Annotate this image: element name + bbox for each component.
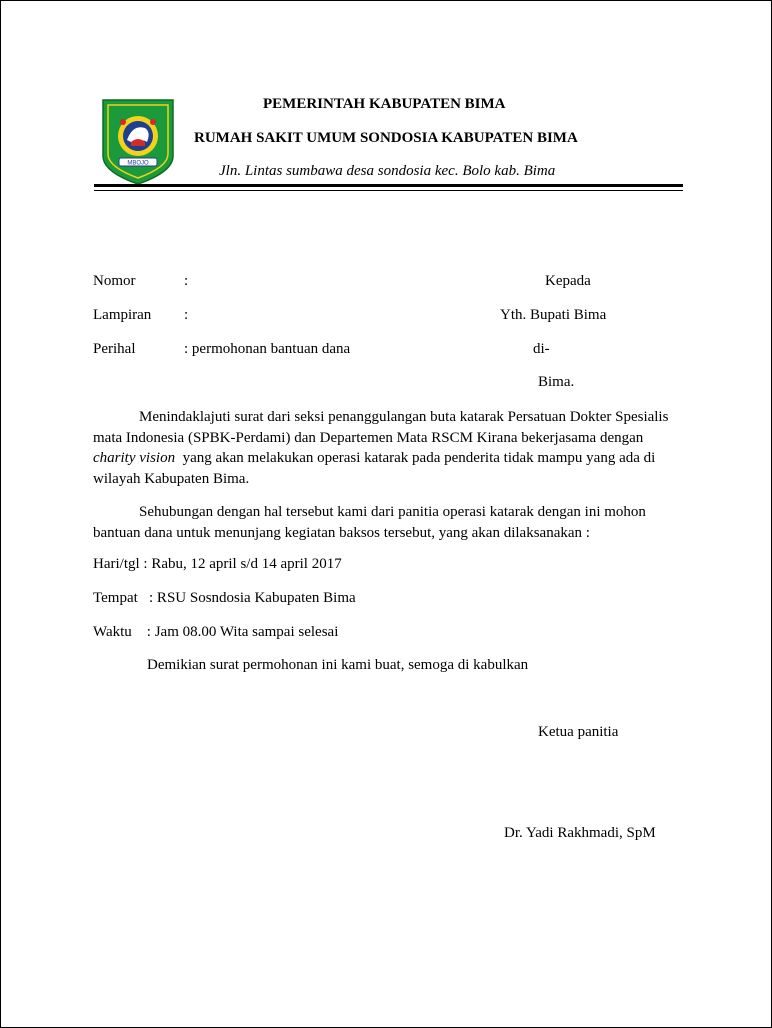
recipient-di: di-	[533, 341, 550, 357]
letterhead-hospital: RUMAH SAKIT UMUM SONDOSIA KABUPATEN BIMA	[194, 130, 578, 146]
paragraph-intro-line1: Menindaklajuti surat dari seksi penanggulangan buta katarak Persatuan Dokter Spesialis	[139, 409, 669, 425]
paragraph-intro-line3: yang akan melakukan operasi katarak pada penderita tidak mampu yang ada di	[175, 450, 656, 466]
paragraph-request-line2: bantuan dana untuk menunjang kegiatan baksos tersebut, yang akan dilaksanakan :	[93, 524, 590, 541]
recipient-name: Yth. Bupati Bima	[500, 307, 607, 323]
letterhead-rule-thick	[94, 184, 683, 187]
perihal-value: : permohonan bantuan dana	[184, 341, 351, 357]
charity-vision-text: charity vision	[93, 450, 176, 466]
schedule-place: Tempat : RSU Sosndosia Kabupaten Bima	[93, 590, 356, 606]
recipient-place: Bima.	[538, 374, 575, 390]
lampiran-value: :	[184, 307, 189, 323]
signature-name: Dr. Yadi Rakhmadi, SpM	[504, 825, 656, 841]
nomor-value: :	[184, 273, 189, 289]
recipient-kepada: Kepada	[545, 273, 591, 289]
letterhead-government: PEMERINTAH KABUPATEN BIMA	[263, 96, 506, 112]
letterhead-address: Jln. Lintas sumbawa desa sondosia kec. Bolo kab. Bima	[219, 163, 556, 179]
kabupaten-bima-logo-icon	[101, 98, 175, 186]
letterhead-rule-thin	[94, 190, 683, 191]
paragraph-request-line1: Sehubungan dengan hal tersebut kami dari panitia operasi katarak dengan ini mohon	[139, 504, 646, 520]
paragraph-intro	[93, 407, 683, 489]
paragraph-intro-line2: mata Indonesia (SPBK-Perdami) dan Departemen Mata RSCM Kirana bekerjasama dengan	[93, 429, 644, 446]
paragraph-intro-line4: wilayah Kabupaten Bima.	[93, 470, 250, 487]
signature-title: Ketua panitia	[538, 724, 619, 740]
closing-sentence: Demikian surat permohonan ini kami buat, semoga di kabulkan	[147, 657, 529, 673]
lampiran-label: Lampiran	[93, 307, 152, 323]
paragraph-request	[93, 502, 683, 543]
schedule-time: Waktu : Jam 08.00 Wita sampai selesai	[93, 624, 339, 640]
logo-text: MBOJO	[127, 160, 149, 167]
perihal-label: Perihal	[93, 341, 136, 357]
schedule-date: Hari/tgl : Rabu, 12 april s/d 14 april 2017	[93, 556, 342, 572]
nomor-label: Nomor	[93, 273, 136, 289]
